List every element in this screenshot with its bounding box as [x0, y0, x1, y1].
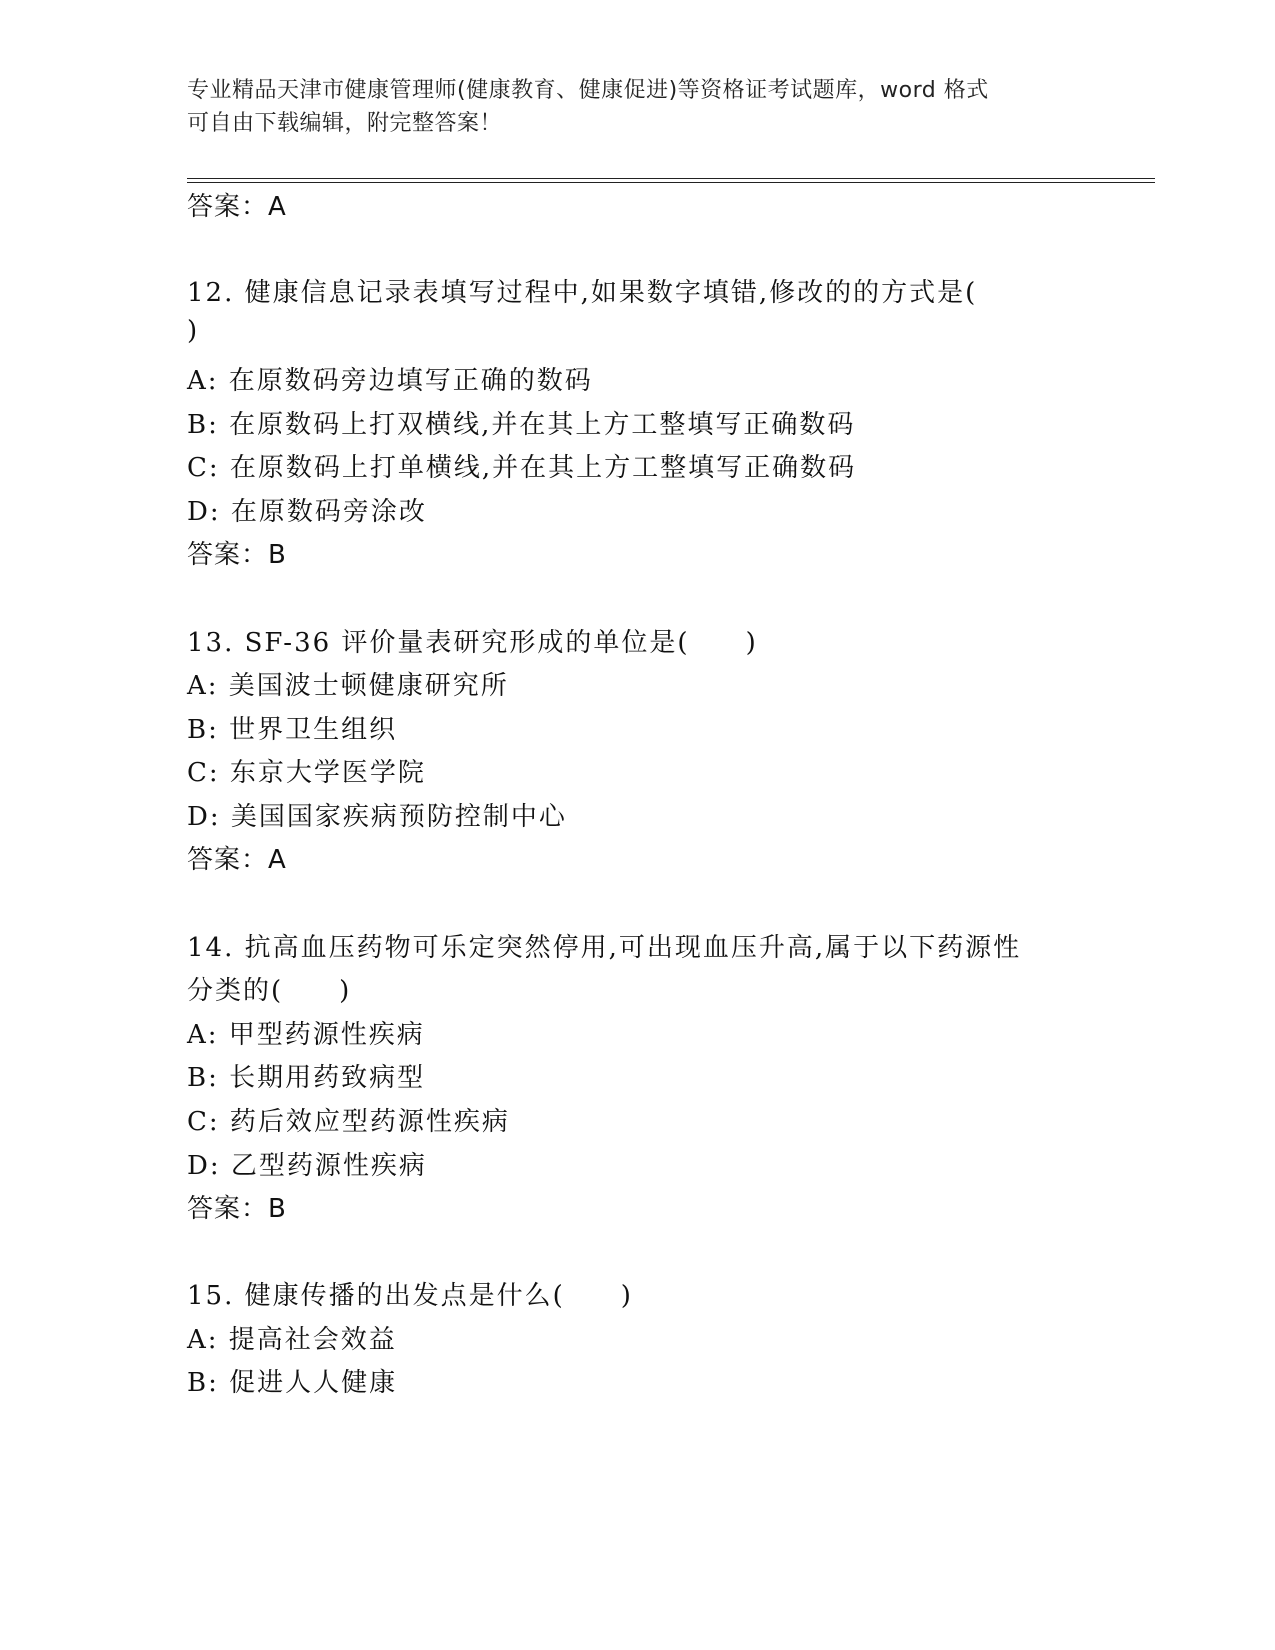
question-14-option-b: B: 长期用药致病型 [187, 1063, 426, 1093]
question-14-option-a: A: 甲型药源性疾病 [187, 1020, 425, 1050]
page-header [187, 74, 1067, 140]
question-13-option-b: B: 世界卫生组织 [187, 715, 398, 745]
question-12-stem-line-1: 12. 健康信息记录表填写过程中,如果数字填错,修改的的方式是( [187, 278, 978, 308]
question-13-option-d: D: 美国国家疾病预防控制中心 [187, 802, 567, 832]
header-divider-top [187, 178, 1155, 179]
question-12-option-a: A: 在原数码旁边填写正确的数码 [187, 366, 593, 396]
question-12-answer: 答案：B [187, 540, 287, 570]
question-12-option-b: B: 在原数码上打双横线,并在其上方工整填写正确数码 [187, 410, 856, 440]
question-13-answer: 答案：A [187, 845, 287, 875]
question-15-stem-line-1: 15. 健康传播的出发点是什么( ) [187, 1281, 633, 1311]
question-14-stem-line-2: 分类的( ) [187, 976, 352, 1006]
question-13-option-a: A: 美国波士顿健康研究所 [187, 671, 509, 701]
question-14-option-c: C: 药后效应型药源性疾病 [187, 1107, 510, 1137]
question-15-option-b: B: 促进人人健康 [187, 1368, 398, 1398]
question-15-option-a: A: 提高社会效益 [187, 1325, 397, 1355]
previous-answer: 答案：A [187, 192, 287, 222]
question-13-stem-line-1: 13. SF-36 评价量表研究形成的单位是( ) [187, 628, 758, 658]
question-14-answer: 答案：B [187, 1194, 287, 1224]
question-12-option-d: D: 在原数码旁涂改 [187, 497, 427, 527]
question-14-stem-line-1: 14. 抗高血压药物可乐定突然停用,可出现血压升高,属于以下药源性 [187, 933, 1022, 963]
header-line-2: 可自由下载编辑，附完整答案！ [187, 111, 503, 136]
header-line-1: 专业精品天津市健康管理师(健康教育、健康促进)等资格证考试题库，word 格式 [187, 78, 989, 103]
question-12-option-c: C: 在原数码上打单横线,并在其上方工整填写正确数码 [187, 453, 857, 483]
question-13-option-c: C: 东京大学医学院 [187, 758, 426, 788]
question-12-stem-line-2: ) [187, 316, 200, 346]
header-divider-bottom [187, 182, 1155, 183]
question-14-option-d: D: 乙型药源性疾病 [187, 1151, 427, 1181]
